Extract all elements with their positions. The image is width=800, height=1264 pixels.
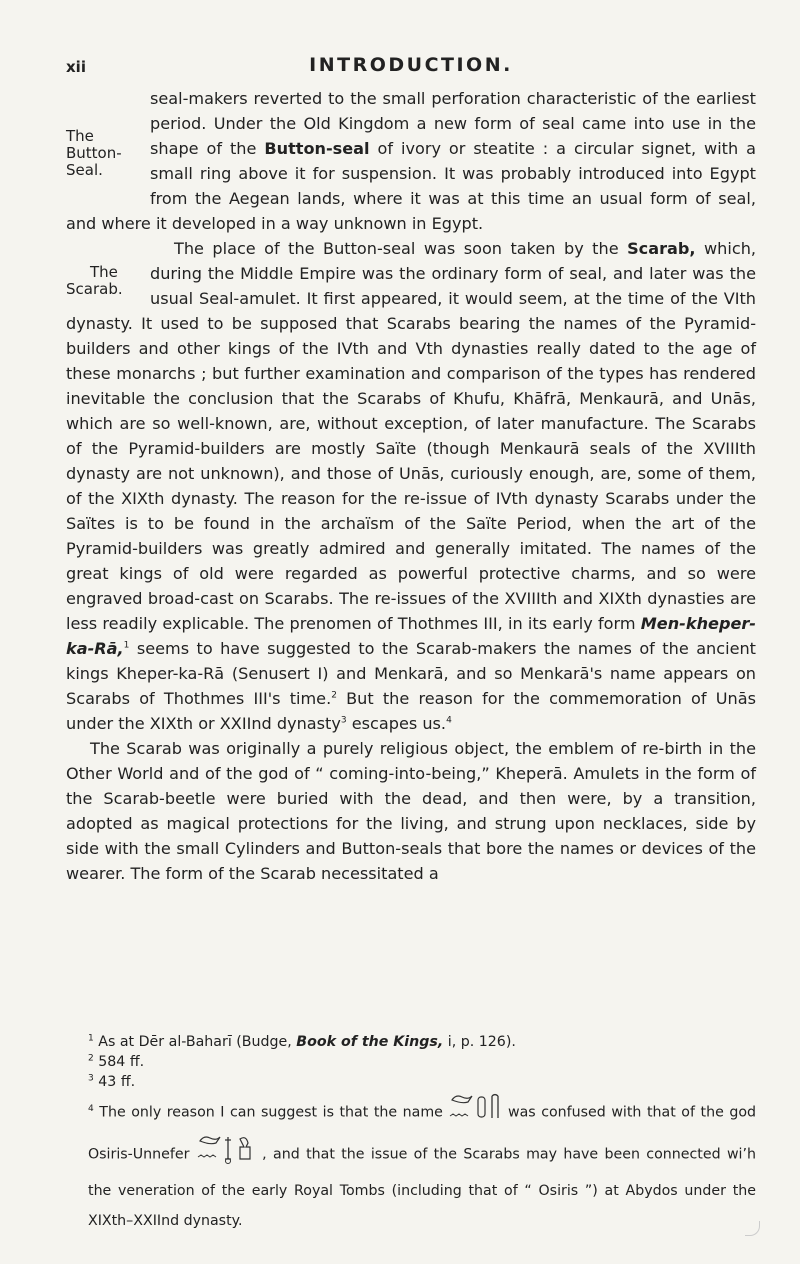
footnote-3: $^3$ 43 ff. bbox=[88, 1073, 136, 1090]
footnote-1: $^1$ As at Dēr al-Baharī (Budge, Book of the Kings, i, p. 126). bbox=[88, 1033, 516, 1050]
term-scarab: Scarab, bbox=[627, 239, 696, 258]
osiris-unnefer-glyph-icon bbox=[196, 1133, 256, 1176]
footnote-ref-4: 4 bbox=[446, 715, 452, 726]
body-text bbox=[66, 86, 756, 886]
footnote-ref-2: 2 bbox=[331, 690, 337, 701]
sidenote-scarab: The Scarab. bbox=[66, 263, 123, 298]
page-number: xii bbox=[66, 58, 86, 76]
unas-cartouche-glyph-icon bbox=[448, 1092, 502, 1133]
book-page bbox=[66, 0, 757, 1229]
term-button-seal: Button-seal bbox=[264, 139, 370, 158]
book-title: Book of the Kings, bbox=[296, 1034, 444, 1050]
paragraph-button-seal: The Button-Seal. seal-makers reverted to the small perforation characteristic of the earliest period. Under the Old Kingdom a new form of seal came into use in the shape of the Button-seal of ivory or steatite : a circular signet, with a small ring above it for suspension. It was probably introduced into Egypt from the Aegean lands, where it was at this time an usual form of seal, and where it developed in a way unknown in Egypt. bbox=[66, 89, 756, 233]
footnote-ref-3: 3 bbox=[340, 715, 347, 726]
sidenote-button-seal: The Button-Seal. bbox=[66, 127, 122, 179]
prenomen-italic: Men-kheper-ka-Rā, bbox=[66, 614, 756, 658]
page-corner-mark bbox=[745, 1221, 760, 1236]
running-title: INTRODUCTION. bbox=[309, 54, 513, 76]
footnote-ref-1: 1 bbox=[123, 640, 130, 651]
paragraph-scarab-religious: The Scarab was originally a purely religious object, the emblem of re-birth in the Other World and of the god of “ coming-into-being,” Kheperā. Amulets in the form of the Scarab-beetle were buried with the dead, and then were, by a transition, adopted as magical protections for the living, and strung upon necklaces, side by side with the small Cylinders and Button-seals that bore the names or devices of the wearer. The form of the Scarab necessitated a bbox=[66, 739, 756, 883]
paragraph-scarab: The place of the Button-seal was soon taken by the Scarab, The Scarab. which, during the Middle Empire was the ordinary form of seal, and later was the usual Seal-amulet. It first appeared, it would seem, at the time of the VIth dynasty. It used to be supposed that Scarabs bearing the names of the Pyramid-builders and other kings of the IVth and Vth dynasties really dated to the age of these monarchs ; but further examination and comparison of the types has rendered inevitable the conclusion that the Scarabs of Khufu, Khāfrā, Menkaurā, and Unās, which are so well-known, are, without exception, of later manufacture. The Scarabs of the Pyramid-builders are mostly Saïte (though Menkaurā seals of the XVIIIth dynasty are not unknown), and those of Unās, curiously enough, are, some of them, of the XIXth dynasty. The reason for the re-issue of IVth dynasty Scarabs under the Saïtes is to be found in the archaïsm of the Saïte Period, when the art of the Pyramid-builders was greatly admired and generally imitated. The names of the great kings of old were regarded as powerful protective charms, and so were engraved broad-cast on Scarabs. The re-issues of the XVIIIth and XIXth dynasties are less readily explicable. The prenomen of Thothmes III, in its early form Men-kheper-ka-Rā,$^1$ seems to have suggested to the Scarab-makers the names of the ancient kings Kheper-ka-Rā (Senusert I) and Menkarā, and so Menkarā's name appears on Scarabs of Thothmes III's time.$^2$ But the reason for the commemoration of Unās under the XIXth or XXIInd dynasty$^3$ escapes us.$^4$ bbox=[66, 239, 757, 733]
footnote-2: $^2$ 584 ff. bbox=[88, 1053, 145, 1070]
footnote-4: $^4$ The only reason I can suggest is that the name was confused with that of the god Osiris-Unnefer , and that the issue of the Scarabs may have been connected wi’h the veneration of the early Royal Tombs (including that of “ Osiris ”) at Abydos under the XIXth–XXIInd dynasty. bbox=[66, 1092, 756, 1236]
footnotes bbox=[66, 1032, 756, 1236]
page-header bbox=[66, 0, 756, 86]
